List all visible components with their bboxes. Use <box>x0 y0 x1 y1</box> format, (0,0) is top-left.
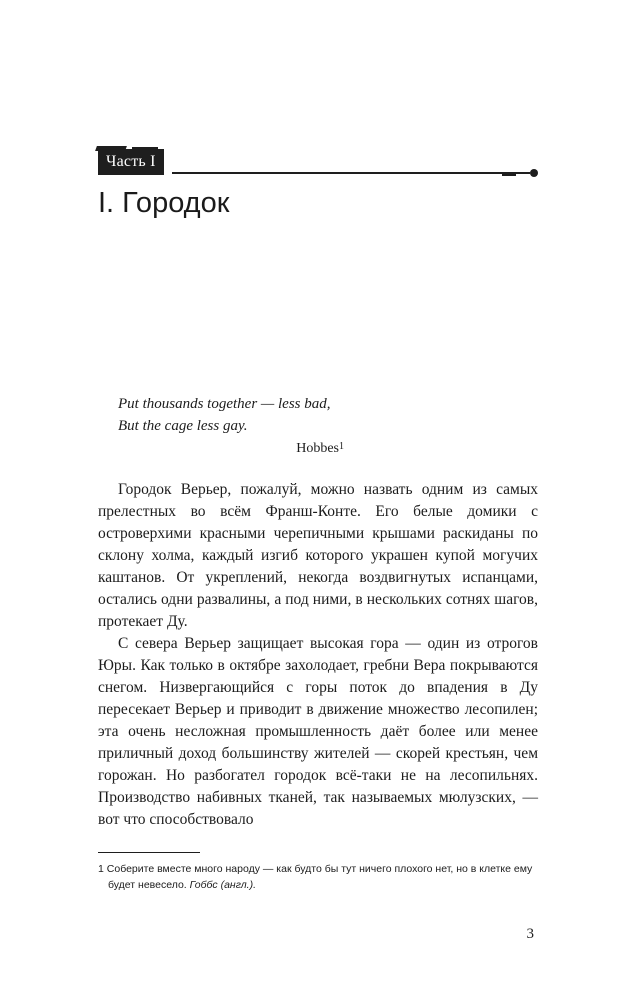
paragraph: С севера Верьер защищает высокая гора — один из отрогов Юры. Как только в октябре захолодает, гребни Вера покрываются снегом. Низвергающийся с горы поток до впадения в Ду пересекает Верьер и приводит в движение множество лесопилен; эта очень несложная промышленность даёт более или менее приличный доход большинству жителей — скорей крестьян, чем горожан. Но разбогател городок всё-таки не на лесопильнях. Производство набивных тканей, так называемых мюлузских, — вот что способствовало <box>98 635 538 828</box>
footnote-source: Гоббс (англ.). <box>189 879 257 891</box>
epigraph-line: But the cage less gay. <box>118 418 248 434</box>
footnote-reference[interactable]: 1 <box>339 441 344 452</box>
page-number: 3 <box>526 926 534 942</box>
footnote-mark: 1 <box>98 863 104 875</box>
rule-end-dot <box>530 169 538 177</box>
epigraph-author <box>118 439 344 459</box>
brush-stroke-decoration <box>502 173 516 176</box>
epigraph-line: Put thousands together — less bad, <box>118 396 331 412</box>
part-label: Часть I <box>98 149 164 175</box>
footnote <box>98 861 538 893</box>
footnote-text: Соберите вместе много народу — как будто бы тут ничего плохого нет, но в клетке ему будет невесело. <box>106 863 533 891</box>
part-header <box>98 149 538 175</box>
footnote-divider <box>98 852 200 853</box>
epigraph <box>118 393 358 437</box>
body-text <box>98 479 538 831</box>
chapter-title: I. Городок <box>98 187 230 219</box>
part-rule <box>172 172 530 174</box>
epigraph-author-name: Hobbes <box>296 441 339 456</box>
paragraph: Городок Верьер, пожалуй, можно назвать одним из самых прелестных во всём Франш-Конте. Его белые домики с островерхими красными черепичными крышами раскиданы по склону холма, каждый изгиб которого украшен купой могучих каштанов. От укреплений, некогда воздвигнутых испанцами, остались одни развалины, а под ними, в нескольких сотнях шагов, протекает Ду. <box>98 481 538 630</box>
